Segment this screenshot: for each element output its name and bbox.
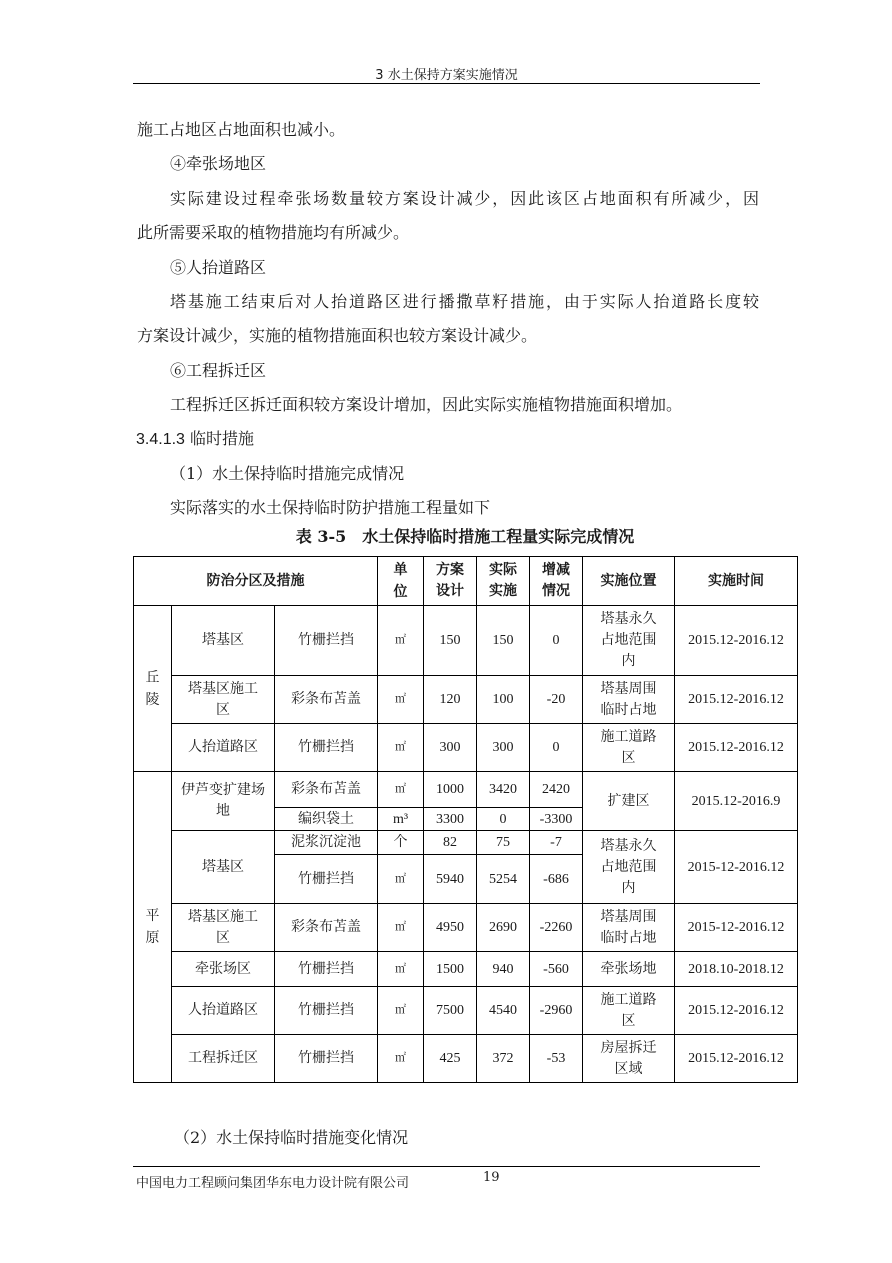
cell-unit: ㎡ (378, 1035, 424, 1083)
cell-measure: 彩条布苫盖 (275, 676, 378, 724)
cell-unit: ㎡ (378, 904, 424, 952)
cell-actual: 4540 (477, 987, 530, 1035)
paragraph: 实际落实的水土保持临时防护措施工程量如下 (170, 498, 491, 517)
measures-table (133, 556, 798, 1083)
cell-time: 2015.12-2016.9 (675, 772, 798, 831)
header-zone-measure: 防治分区及措施 (134, 557, 378, 606)
cell-change: -53 (530, 1035, 583, 1083)
cell-zone: 人抬道路区 (172, 724, 275, 772)
cell-zone: 牵张场区 (172, 952, 275, 987)
cell-zone: 伊芦变扩建场地 (172, 772, 275, 831)
cell-design: 300 (424, 724, 477, 772)
cell-time: 2015.12-2016.12 (675, 606, 798, 676)
cell-location: 房屋拆迁区域 (583, 1035, 675, 1083)
cell-unit: 个 (378, 831, 424, 855)
cell-time: 2015.12-2016.12 (675, 724, 798, 772)
table-row (134, 676, 798, 724)
cell-change: -2960 (530, 987, 583, 1035)
cell-location: 塔基周围临时占地 (583, 676, 675, 724)
cell-change: -7 (530, 831, 583, 855)
table-row (134, 606, 798, 676)
cell-location: 施工道路区 (583, 987, 675, 1035)
cell-design: 1500 (424, 952, 477, 987)
cell-actual: 940 (477, 952, 530, 987)
cell-measure: 竹栅拦挡 (275, 1035, 378, 1083)
subheading: ④牵张场地区 (170, 154, 267, 173)
cell-measure: 竹栅拦挡 (275, 855, 378, 904)
cell-actual: 2690 (477, 904, 530, 952)
cell-zone: 塔基区 (172, 606, 275, 676)
cell-time: 2015-12-2016.12 (675, 831, 798, 904)
paragraph: 施工占地区占地面积也减小。 (137, 120, 346, 139)
cell-design: 4950 (424, 904, 477, 952)
cell-design: 1000 (424, 772, 477, 808)
table-row (134, 772, 798, 808)
cell-design: 5940 (424, 855, 477, 904)
cell-change: 0 (530, 724, 583, 772)
cell-location: 施工道路区 (583, 724, 675, 772)
cell-measure: 泥浆沉淀池 (275, 831, 378, 855)
header-time: 实施时间 (675, 557, 798, 606)
cell-measure: 彩条布苫盖 (275, 772, 378, 808)
cell-measure: 竹栅拦挡 (275, 952, 378, 987)
header-change: 增减情况 (530, 557, 583, 606)
cell-unit: ㎡ (378, 724, 424, 772)
cell-time: 2015.12-2016.12 (675, 1035, 798, 1083)
header-design: 方案设计 (424, 557, 477, 606)
subheading: ⑤人抬道路区 (170, 258, 267, 277)
cell-zone: 塔基区施工区 (172, 676, 275, 724)
cell-zone: 塔基区施工区 (172, 904, 275, 952)
table-row (134, 1035, 798, 1083)
footer-rule (133, 1166, 760, 1167)
cell-time: 2015-12-2016.12 (675, 904, 798, 952)
cell-actual: 300 (477, 724, 530, 772)
footer-company: 中国电力工程顾问集团华东电力设计院有限公司 (136, 1176, 410, 1191)
paragraph: （1）水土保持临时措施完成情况 (170, 464, 405, 483)
table-title: 表 3-5 水土保持临时措施工程量实际完成情况 (295, 527, 635, 546)
cell-location: 塔基永久占地范围内 (583, 606, 675, 676)
cell-design: 150 (424, 606, 477, 676)
cell-change: 0 (530, 606, 583, 676)
cell-change: -560 (530, 952, 583, 987)
cell-time: 2015.12-2016.12 (675, 987, 798, 1035)
paragraph: 方案设计减少，实施的植物措施面积也较方案设计减少。 (137, 326, 538, 345)
table-row (134, 987, 798, 1035)
cell-time: 2018.10-2018.12 (675, 952, 798, 987)
cell-unit: ㎡ (378, 987, 424, 1035)
table-header-row (134, 557, 798, 606)
cell-design: 3300 (424, 808, 477, 831)
cell-unit: ㎡ (378, 676, 424, 724)
cell-actual: 372 (477, 1035, 530, 1083)
cell-measure: 竹栅拦挡 (275, 724, 378, 772)
table-row (134, 724, 798, 772)
cell-design: 82 (424, 831, 477, 855)
cell-actual: 150 (477, 606, 530, 676)
cell-change: -3300 (530, 808, 583, 831)
subheading: ⑥工程拆迁区 (170, 361, 267, 380)
cell-design: 7500 (424, 987, 477, 1035)
header-unit: 单位 (378, 557, 424, 606)
cell-design: 425 (424, 1035, 477, 1083)
cell-unit: m³ (378, 808, 424, 831)
cell-change: 2420 (530, 772, 583, 808)
cell-measure: 竹栅拦挡 (275, 606, 378, 676)
cell-zone: 工程拆迁区 (172, 1035, 275, 1083)
cell-design: 120 (424, 676, 477, 724)
cell-location: 塔基周围临时占地 (583, 904, 675, 952)
cell-unit: ㎡ (378, 952, 424, 987)
cell-unit: ㎡ (378, 855, 424, 904)
cell-actual: 5254 (477, 855, 530, 904)
cell-actual: 3420 (477, 772, 530, 808)
paragraph: 实际建设过程牵张场数量较方案设计减少，因此该区占地面积有所减少，因 (170, 189, 759, 208)
cell-actual: 0 (477, 808, 530, 831)
cell-unit: ㎡ (378, 772, 424, 808)
table-row (134, 952, 798, 987)
cell-actual: 100 (477, 676, 530, 724)
header-location: 实施位置 (583, 557, 675, 606)
section-number: 3.4.1.3 (136, 431, 185, 448)
cell-change: -2260 (530, 904, 583, 952)
table-row (134, 904, 798, 952)
cell-location: 扩建区 (583, 772, 675, 831)
section-title: 临时措施 (184, 429, 255, 448)
group-label-hills: 丘陵 (134, 606, 172, 772)
page-number: 19 (483, 1170, 500, 1185)
group-label-plain: 平原 (134, 772, 172, 1083)
cell-actual: 75 (477, 831, 530, 855)
cell-zone: 塔基区 (172, 831, 275, 904)
cell-measure: 编织袋土 (275, 808, 378, 831)
cell-change: -686 (530, 855, 583, 904)
cell-change: -20 (530, 676, 583, 724)
cell-time: 2015.12-2016.12 (675, 676, 798, 724)
page-header: 3 水土保持方案实施情况 (375, 68, 518, 83)
paragraph: 工程拆迁区拆迁面积较方案设计增加，因此实际实施植物措施面积增加。 (170, 395, 683, 414)
header-rule (133, 83, 760, 84)
paragraph: 此所需要采取的植物措施均有所减少。 (137, 223, 410, 242)
cell-measure: 竹栅拦挡 (275, 987, 378, 1035)
section-heading (136, 429, 758, 450)
header-actual: 实际实施 (477, 557, 530, 606)
paragraph: （2）水土保持临时措施变化情况 (174, 1128, 409, 1147)
cell-unit: ㎡ (378, 606, 424, 676)
cell-measure: 彩条布苫盖 (275, 904, 378, 952)
table-row (134, 831, 798, 855)
paragraph: 塔基施工结束后对人抬道路区进行播撒草籽措施，由于实际人抬道路长度较 (170, 292, 759, 311)
cell-location: 牵张场地 (583, 952, 675, 987)
cell-zone: 人抬道路区 (172, 987, 275, 1035)
cell-location: 塔基永久占地范围内 (583, 831, 675, 904)
